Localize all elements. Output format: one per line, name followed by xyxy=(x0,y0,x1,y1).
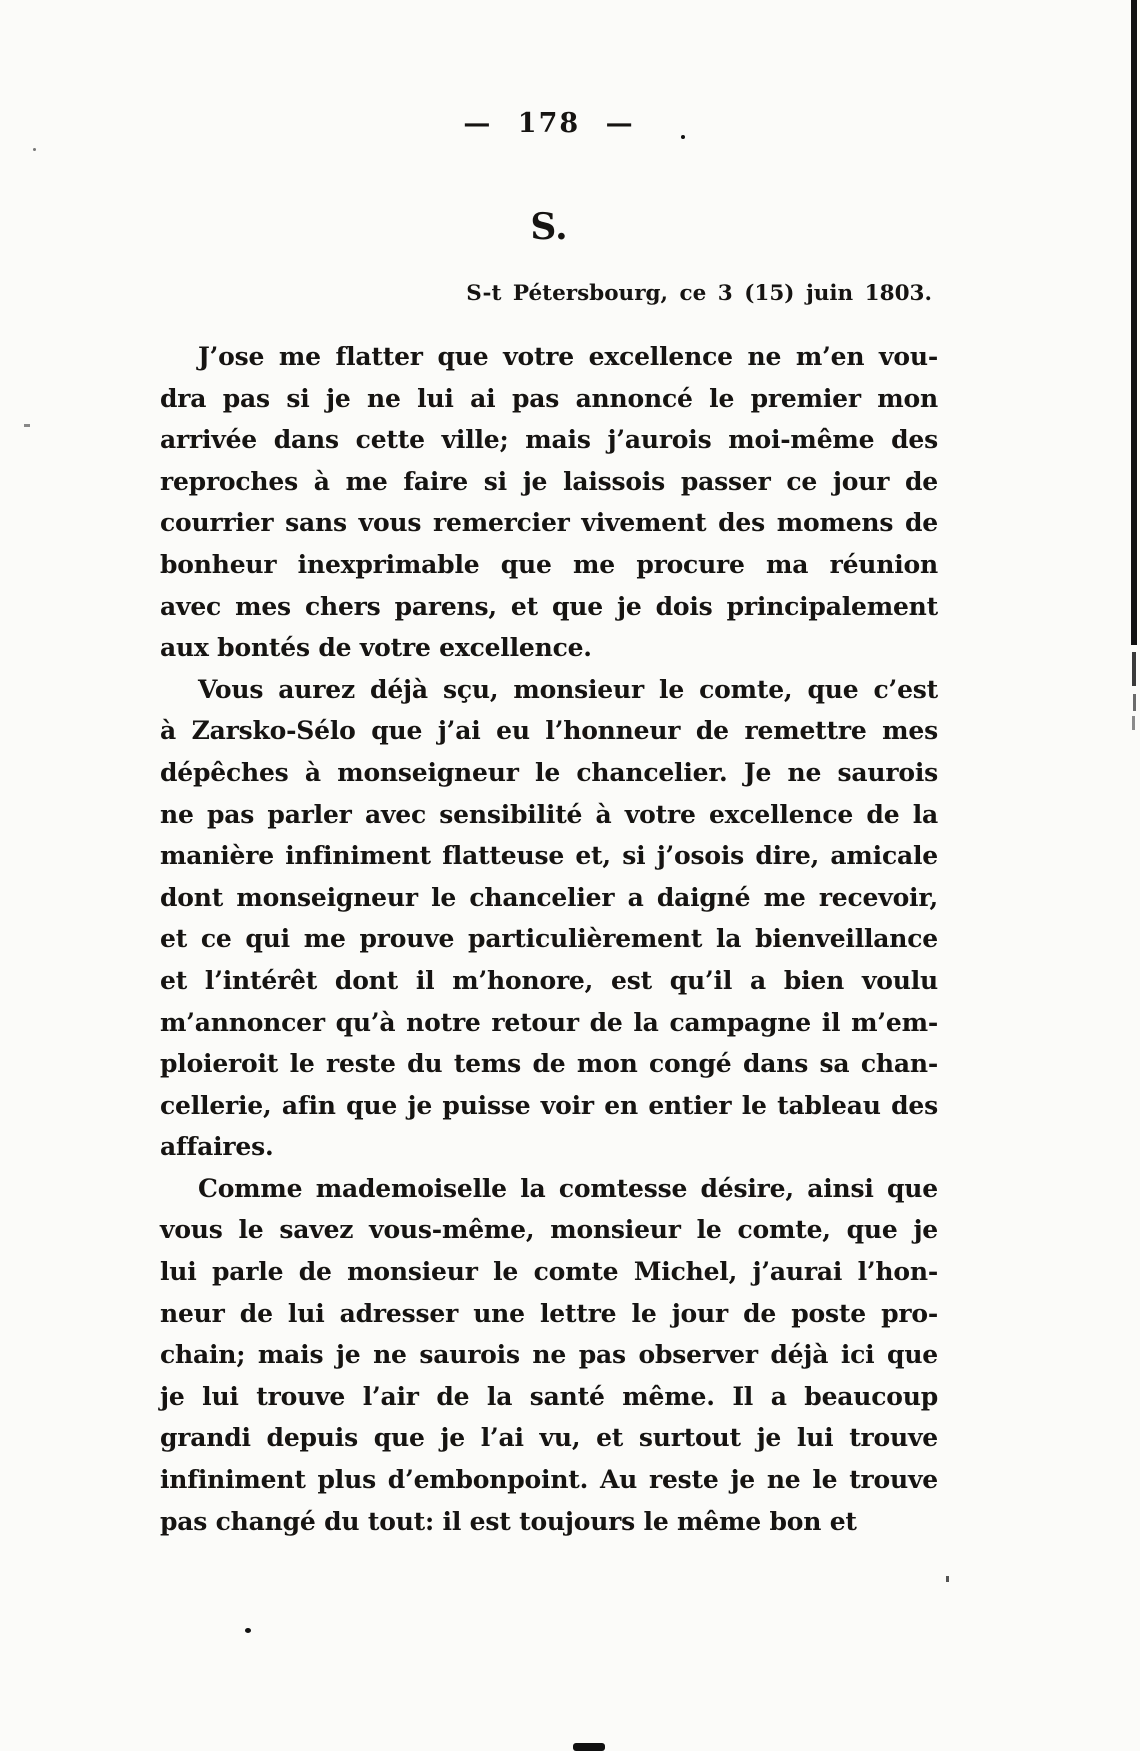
scan-bottom-mark xyxy=(573,1743,605,1751)
text-line: à Zarsko-Sélo que j’ai eu l’honneur de remettre mes xyxy=(160,716,938,746)
text-line: pas changé du tout: il est toujours le même bon et xyxy=(160,1506,857,1536)
text-line: infiniment plus d’embonpoint. Au reste je ne le trouve xyxy=(160,1465,938,1495)
text-line: lui parle de monsieur le comte Michel, j’aurai l’hon- xyxy=(160,1257,938,1287)
text-line: cellerie, afin que je puisse voir en entier le tableau des xyxy=(160,1090,938,1120)
text-line: affaires. xyxy=(160,1132,274,1162)
scan-edge-bar-fade xyxy=(1132,652,1136,686)
text-line: manière infiniment flatteuse et, si j’osois dire, amicale xyxy=(160,841,938,871)
text-line: bonheur inexprimable que me procure ma réunion xyxy=(160,549,938,579)
text-line: vous le savez vous-même, monsieur le comte, que je xyxy=(160,1215,938,1245)
text-line: reproches à me faire si je laissois passer ce jour de xyxy=(160,466,938,496)
text-line: arrivée dans cette ville; mais j’aurois moi-même des xyxy=(160,425,938,455)
text-line: J’ose me flatter que votre excellence ne m’en vou- xyxy=(198,342,938,371)
text-line: aux bontés de votre excellence. xyxy=(160,633,592,663)
dateline: S-t Pétersbourg, ce 3 (15) juin 1803. xyxy=(466,281,932,306)
text-line: Vous aurez déjà sçu, monsieur le comte, que c’est xyxy=(198,674,938,704)
text-line: m’annoncer qu’à notre retour de la campagne il m’em- xyxy=(160,1007,938,1037)
text-line: je lui trouve l’air de la santé même. Il a beaucoup xyxy=(160,1381,938,1411)
text-line: avec mes chers parens, et que je dois principalement xyxy=(160,591,938,621)
paragraph xyxy=(160,1168,938,1542)
text-line: ne pas parler avec sensibilité à votre excellence de la xyxy=(160,799,938,829)
text-line: dra pas si je ne lui ai pas annoncé le premier mon xyxy=(160,383,938,413)
ink-speck xyxy=(681,135,685,139)
ink-speck xyxy=(24,424,30,427)
text-line: chain; mais je ne saurois ne pas observer déjà ici que xyxy=(160,1340,938,1370)
text-line: courrier sans vous remercier vivement des momens de xyxy=(160,508,938,538)
scan-edge-bar xyxy=(1131,0,1137,645)
text-line: et l’intérêt dont il m’honore, est qu’il a bien voulu xyxy=(160,965,938,995)
text-line: dont monseigneur le chancelier a daigné me recevoir, xyxy=(160,882,938,912)
text-line: dépêches à monseigneur le chancelier. Je ne saurois xyxy=(160,757,938,787)
scan-edge-bar-fade xyxy=(1132,716,1135,730)
text-line: ploieroit le reste du tems de mon congé dans sa chan- xyxy=(160,1049,938,1079)
ink-speck xyxy=(946,1576,949,1582)
text-line: grandi depuis que je l’ai vu, et surtout je lui trouve xyxy=(160,1423,938,1453)
ink-speck xyxy=(245,1628,251,1633)
paragraph xyxy=(160,336,938,669)
letter-body xyxy=(160,336,938,1542)
page-number: — 178 — xyxy=(463,108,635,139)
paragraph xyxy=(160,669,938,1168)
section-heading: S. xyxy=(530,206,568,248)
scan-edge-bar-fade xyxy=(1133,694,1136,711)
text-line: neur de lui adresser une lettre le jour de poste pro- xyxy=(160,1298,938,1328)
text-line: et ce qui me prouve particulièrement la bienveillance xyxy=(160,924,938,954)
ink-speck xyxy=(33,148,36,151)
text-line: Comme mademoiselle la comtesse désire, ainsi que xyxy=(198,1173,938,1203)
